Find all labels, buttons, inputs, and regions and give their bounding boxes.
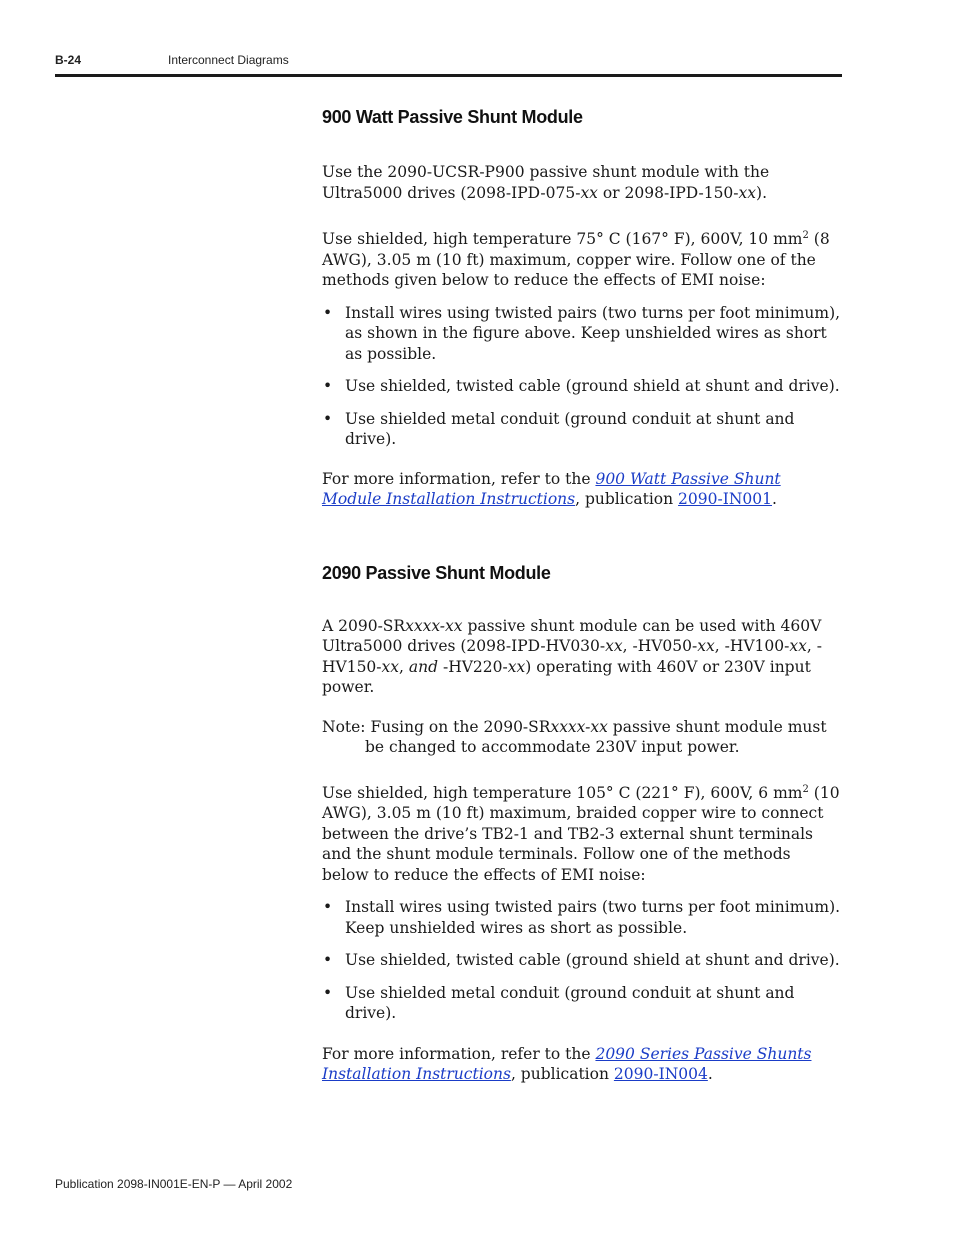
italic-run: xx <box>507 657 526 676</box>
italic-run: xx <box>381 657 400 676</box>
page-number: B-24 <box>55 53 82 67</box>
italic-run: xx <box>789 637 807 655</box>
text-run: . <box>707 1065 713 1083</box>
main-content <box>322 107 842 1085</box>
text-run: (8 AWG), 3.05 m (10 ft) maximum, copper wire. Follow one of the methods given below to reduce the effects of EMI noise: <box>322 230 830 289</box>
section1-wire-spec <box>322 229 842 291</box>
italic-run: xxxx-xx <box>405 616 463 635</box>
text-run: Use shielded, high temperature 105° C (221° F), 600V, 6 mm <box>322 783 803 802</box>
section2-intro <box>322 616 842 698</box>
italic-run: xx <box>580 183 598 202</box>
footer-publication: Publication 2098-IN001E-EN-P — April 2002 <box>55 1177 293 1191</box>
list-item: • Use shielded, twisted cable (ground shield at shunt and drive). <box>322 950 842 971</box>
installation-instructions-link[interactable]: 2090 Series Passive Shunts Installation Instructions <box>322 1044 812 1083</box>
list-item: • Install wires using twisted pairs (two turns per foot minimum). Keep unshielded wires as short as possible. <box>322 897 842 938</box>
publication-link[interactable]: 2090-IN004 <box>613 1065 708 1083</box>
list-item: • Install wires using twisted pairs (two turns per foot minimum), as shown in the figure above. Keep unshielded wires as short as possible. <box>322 303 842 365</box>
italic-run: xx <box>697 637 715 655</box>
section2-more-info <box>322 1044 842 1085</box>
text-run: ). <box>756 183 767 202</box>
text-run: Note: Fusing on the 2090-SR <box>322 717 551 736</box>
section1-bullet-list <box>322 303 842 450</box>
text-run: ) operating with 460V or 230V input power. <box>322 657 811 696</box>
text-run: , -HV050- <box>622 637 698 655</box>
text-run: or 2098-IPD-150- <box>597 183 739 202</box>
superscript: 2 <box>802 783 809 795</box>
list-item: • Use shielded metal conduit (ground conduit at shunt and drive). <box>322 409 842 450</box>
text-run: For more information, refer to the <box>322 469 596 488</box>
text-run: , -HV150- <box>322 637 822 676</box>
section-heading-2090: 2090 Passive Shunt Module <box>322 562 551 583</box>
text-run: Use the 2090-UCSR-P900 passive shunt module with the Ultra5000 drives (2098-IPD-075- <box>322 163 770 202</box>
section2-bullet-list <box>322 897 842 1024</box>
publication-link[interactable]: 2090-IN001 <box>678 490 773 508</box>
header-rule <box>55 74 842 77</box>
italic-run: xx <box>738 183 757 202</box>
running-header-title: Interconnect Diagrams <box>168 53 289 67</box>
installation-instructions-link[interactable]: 900 Watt Passive Shunt Module Installation Instructions <box>322 469 781 508</box>
italic-run: xxxx-xx <box>550 717 608 736</box>
text-run: Use shielded, high temperature 75° C (167° F), 600V, 10 mm <box>322 230 803 248</box>
text-run: passive shunt module can be used with 460V Ultra5000 drives (2098-IPD-HV030- <box>322 616 822 655</box>
text-run: , publication <box>510 1065 614 1083</box>
text-run: . <box>772 490 777 508</box>
section2-wire-spec <box>322 783 842 886</box>
text-run: , -HV100- <box>714 637 790 655</box>
text-run: -HV220- <box>438 657 508 676</box>
section1-more-info <box>322 469 842 510</box>
text-run: , publication <box>575 490 679 508</box>
note-block <box>322 717 842 758</box>
list-item: • Use shielded, twisted cable (ground shield at shunt and drive). <box>322 376 842 397</box>
section-heading-900-watt: 900 Watt Passive Shunt Module <box>322 107 583 127</box>
list-item: • Use shielded metal conduit (ground conduit at shunt and drive). <box>322 983 842 1024</box>
italic-run: xx <box>605 637 623 655</box>
text-run: A 2090-SR <box>322 616 406 635</box>
text-run: (10 AWG), 3.05 m (10 ft) maximum, braided copper wire to connect between the drive’s TB2-1 and TB2-3 external shunt terminals and the shunt module terminals. Follow one of the methods below to reduce the effects of EMI noise: <box>322 783 840 884</box>
section1-intro <box>322 162 842 203</box>
text-run: passive shunt module must be changed to accommodate 230V input power. <box>365 717 827 756</box>
text-run: For more information, refer to the <box>322 1044 596 1063</box>
italic-run: and <box>408 657 439 676</box>
superscript: 2 <box>802 229 809 241</box>
text-run: , <box>399 657 409 676</box>
